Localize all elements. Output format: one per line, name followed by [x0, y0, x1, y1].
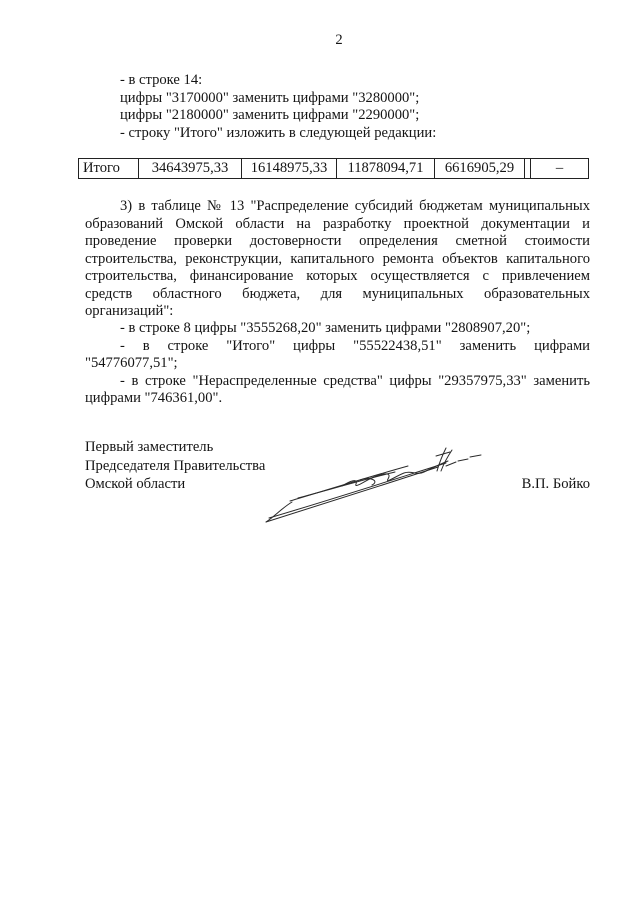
signatory-position-line: Председателя Правительства — [85, 458, 266, 474]
total-row-value-cell: 16148975,33 — [241, 159, 336, 178]
total-row-label-cell: Итого — [83, 160, 120, 176]
page-number: 2 — [335, 32, 343, 48]
total-row-value-cell: 34643975,33 — [138, 159, 241, 178]
paragraph-line: организаций": — [85, 303, 174, 319]
amendment-line: цифры "3170000" заменить цифрами "3280000"; — [120, 90, 420, 106]
paragraph-line: проведение проверки достоверности определения сметной стоимости — [85, 233, 590, 249]
paragraph-line: образований Омской области на разработку проектной документации и — [85, 216, 590, 232]
amendment-line: - строку "Итого" изложить в следующей редакции: — [120, 125, 437, 141]
signatory-name: В.П. Бойко — [521, 476, 590, 492]
total-row-value-cell: – — [530, 159, 588, 178]
total-row-value-cell: 6616905,29 — [434, 159, 524, 178]
paragraph-line: 3) в таблице № 13 "Распределение субсидий бюджетам муниципальных — [120, 198, 590, 214]
paragraph-line: - в строке 8 цифры "3555268,20" заменить цифрами "2808907,20"; — [120, 320, 531, 336]
amendment-line: цифры "2180000" заменить цифрами "2290000"; — [120, 107, 420, 123]
paragraph-line: средств областного бюджета, для муниципальных образовательных — [85, 286, 590, 302]
paragraph-line: - в строке "Итого" цифры "55522438,51" заменить цифрами — [120, 338, 590, 354]
paragraph-line: строительства, реконструкции, капитального ремонта объектов капитального — [85, 251, 590, 267]
paragraph-line: - в строке "Нераспределенные средства" цифры "29357975,33" заменить — [120, 373, 590, 389]
paragraph-line: "54776077,51"; — [85, 355, 178, 371]
paragraph-line: цифрами "746361,00". — [85, 390, 223, 406]
signatory-position-line: Омской области — [85, 476, 186, 492]
total-row-value-cell: 11878094,71 — [336, 159, 434, 178]
paragraph-line: строительства, финансирование которых осуществляется с привлечением — [85, 268, 590, 284]
amendment-line: - в строке 14: — [120, 72, 203, 88]
total-row — [78, 158, 589, 179]
signatory-position-line: Первый заместитель — [85, 439, 214, 455]
